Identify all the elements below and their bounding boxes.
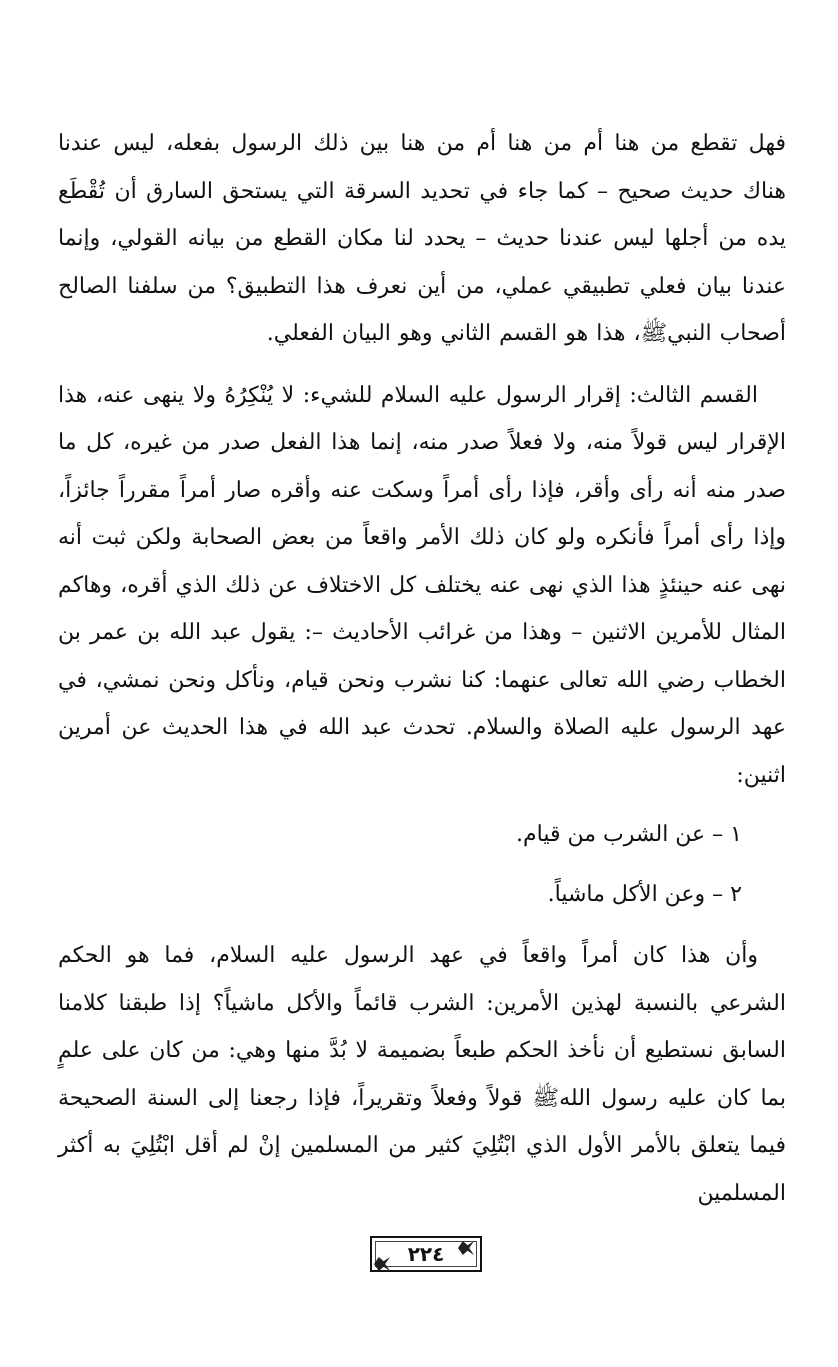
paragraph-1: فهل تقطع من هنا أم من هنا أم من هنا بين ذلك الرسول بفعله، ليس عندنا هناك حديث صحيح – كما جاء في تحديد السرقة التي يستحق السارق أن تُقْطَع يده من أجلها ليس عندنا حديث – يحدد لنا مكان القطع من بيانه القولي، وإنما عندنا بيان فعلي تطبيقي عملي، من أين نعرف هذا التطبيق؟ من سلفنا الصالح أصحاب النبيﷺ، هذا هو القسم الثاني وهو البيان الفعلي. [58, 131, 786, 346]
list-item-2: ٢ – وعن الأكل ماشياً. [547, 881, 742, 907]
body-text [58, 120, 786, 1217]
paragraph-3: وأن هذا كان أمراً واقعاً في عهد الرسول عليه السلام، فما هو الحكم الشرعي بالنسبة لهذين الأمرين: الشرب قائماً والأكل ماشياً؟ إذا طبقنا كلامنا السابق نستطيع أن نأخذ الحكم طبعاً بضميمة لا بُدَّ منها وهي: من كان على علمٍ بما كان عليه رسول اللهﷺ قولاً وفعلاً وتقريراً، فإذا رجعنا إلى السنة الصحيحة فيما يتعلق بالأمر الأول الذي ابْتُلِيَ كثير من المسلمين إنْ لم أقل ابْتُلِيَ به أكثر المسلمين [58, 943, 786, 1206]
page-number: ٢٢٤ [407, 1242, 445, 1266]
list-item-1: ١ – عن الشرب من قيام. [516, 822, 742, 847]
paragraph-2: القسم الثالث: إقرار الرسول عليه السلام للشيء: لا يُنْكِرُهُ ولا ينهى عنه، هذا الإقرار ليس قولاً منه، ولا فعلاً صدر منه، إنما هذا الفعل صدر من غيره، كل ما صدر منه أنه رأى وأقر، فإذا رأى أمراً وسكت عنه وأقره صار أمراً مقرراً جائزاً، وإذا رأى أمراً فأنكره ولو كان ذلك الأمر واقعاً من بعض الصحابة ولكن ثبت أنه نهى عنه حينئذٍ هذا الذي نهى عنه يختلف كل الاختلاف عن ذلك الذي أقره، وهاكم المثال للأمرين الاثنين – وهذا من غرائب الأحاديث –: يقول عبد الله بن عمر بن الخطاب رضي الله تعالى عنهما: كنا نشرب ونحن قيام، ونأكل ونحن نمشي، في عهد الرسول عليه الصلاة والسلام. تحدث عبد الله في هذا الحديث عن أمرين اثنين: [58, 382, 786, 788]
